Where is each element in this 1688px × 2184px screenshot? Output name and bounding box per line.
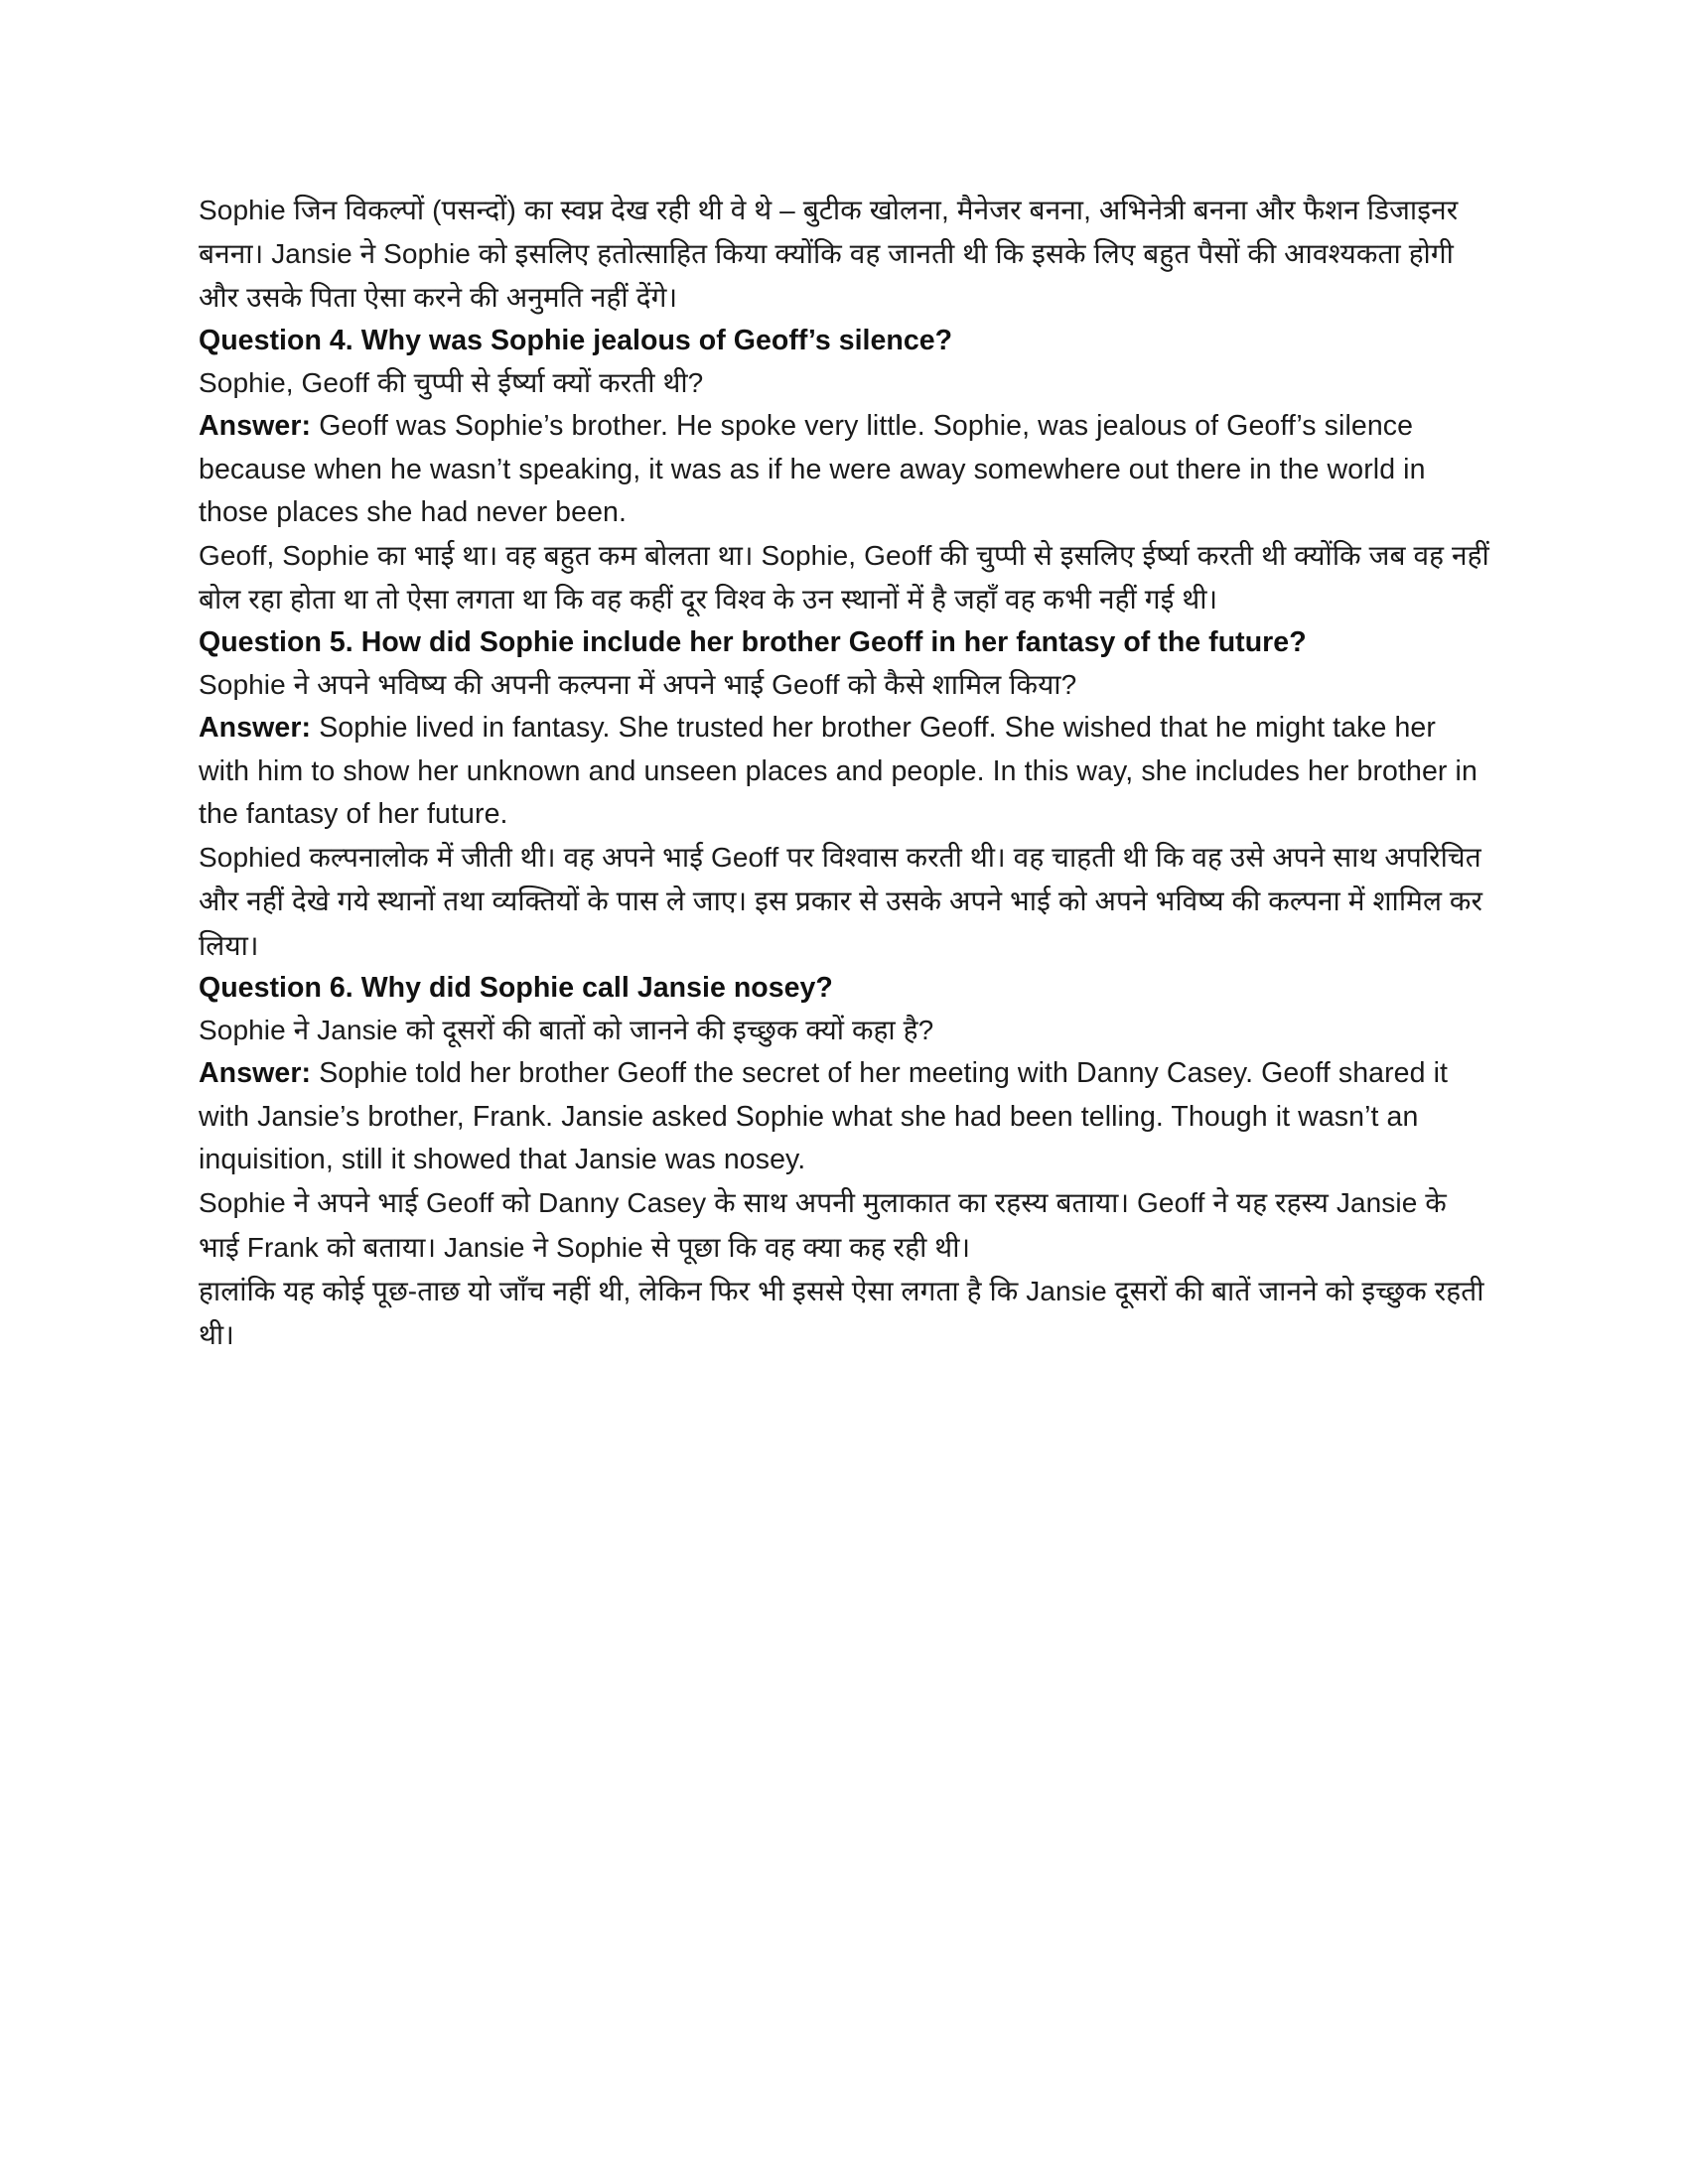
answer-6-hindi-part2: हालांकि यह कोई पूछ-ताछ यो जाँच नहीं थी, लेकिन फिर भी इससे ऐसा लगता है कि Jansie दूसरों की बातें जानने को इच्छुक रहती थी। [199, 1275, 1484, 1351]
answer-6-english [199, 1052, 1489, 1181]
answer-5-english [199, 707, 1489, 836]
answer-5-english-text: Sophie lived in fantasy. She trusted her brother Geoff. She wished that he might take her with him to show her unknown and unseen places and people. In this way, she includes her brother in the fantasy of her future. [199, 712, 1477, 830]
answer-4-english [199, 405, 1489, 534]
document-body [199, 189, 1489, 1357]
answer-4-hindi: Geoff, Sophie का भाई था। वह बहुत कम बोलता था। Sophie, Geoff की चुप्पी से इसलिए ईर्ष्या करती थी क्योंकि जब वह नहीं बोल रहा होता था तो ऐसा लगता था कि वह कहीं दूर विश्व के उन स्थानों में है जहाँ वह कभी नहीं गई थी। [199, 540, 1489, 615]
question-4-hindi-translation: Sophie, Geoff की चुप्पी से ईर्ष्या क्यों करती थी? [199, 367, 704, 399]
question-6-heading: Question 6. Why did Sophie call Jansie nosey? [199, 971, 833, 1004]
answer-5-hindi: Sophied कल्पनालोक में जीती थी। वह अपने भाई Geoff पर विश्वास करती थी। वह चाहती थी कि वह उसे अपने साथ अपरिचित और नहीं देखे गये स्थानों तथा व्यक्तियों के पास ले जाए। इस प्रकार से उसके अपने भाई को अपने भविष्य की कल्पना में शामिल कर लिया। [199, 842, 1483, 961]
question-6-hindi-translation: Sophie ने Jansie को दूसरों की बातों को जानने की इच्छुक क्यों कहा है? [199, 1015, 934, 1046]
answer-6-english-text: Sophie told her brother Geoff the secret of her meeting with Danny Casey. Geoff shared it with Jansie’s brother, Frank. Jansie asked Sophie what she had been telling. Though it wasn’t an inquisition, still it showed that Jansie was nosey. [199, 1057, 1449, 1176]
intro-hindi-paragraph: Sophie जिन विकल्पों (पसन्दों) का स्वप्न देख रही थी वे थे – बुटीक खोलना, मैनेजर बनना, अभिनेत्री बनना और फैशन डिजाइनर बनना। Jansie ने Sophie को इसलिए हतोत्साहित किया क्योंकि वह जानती थी कि इसके लिए बहुत पैसों की आवश्यकता होगी और उसके पिता ऐसा करने की अनुमति नहीं देंगे। [199, 195, 1459, 314]
question-4-heading: Question 4. Why was Sophie jealous of Geoff’s silence? [199, 324, 953, 356]
answer-label: Answer: [199, 1057, 312, 1090]
question-5-hindi-translation: Sophie ने अपने भविष्य की अपनी कल्पना में अपने भाई Geoff को कैसे शामिल किया? [199, 668, 1077, 700]
answer-4-english-text: Geoff was Sophie’s brother. He spoke very little. Sophie, was jealous of Geoff’s silence because when he wasn’t speaking, it was as if he were away somewhere out there in the world in those places she had never been. [199, 410, 1426, 528]
answer-label: Answer: [199, 410, 312, 443]
answer-label: Answer: [199, 712, 312, 745]
answer-6-hindi-part1: Sophie ने अपने भाई Geoff को Danny Casey के साथ अपनी मुलाकात का रहस्य बताया। Geoff ने यह रहस्य Jansie के भाई Frank को बताया। Jansie ने Sophie से पूछा कि वह क्या कह रही थी। [199, 1187, 1447, 1263]
question-5-heading: Question 5. How did Sophie include her brother Geoff in her fantasy of the future? [199, 625, 1307, 658]
